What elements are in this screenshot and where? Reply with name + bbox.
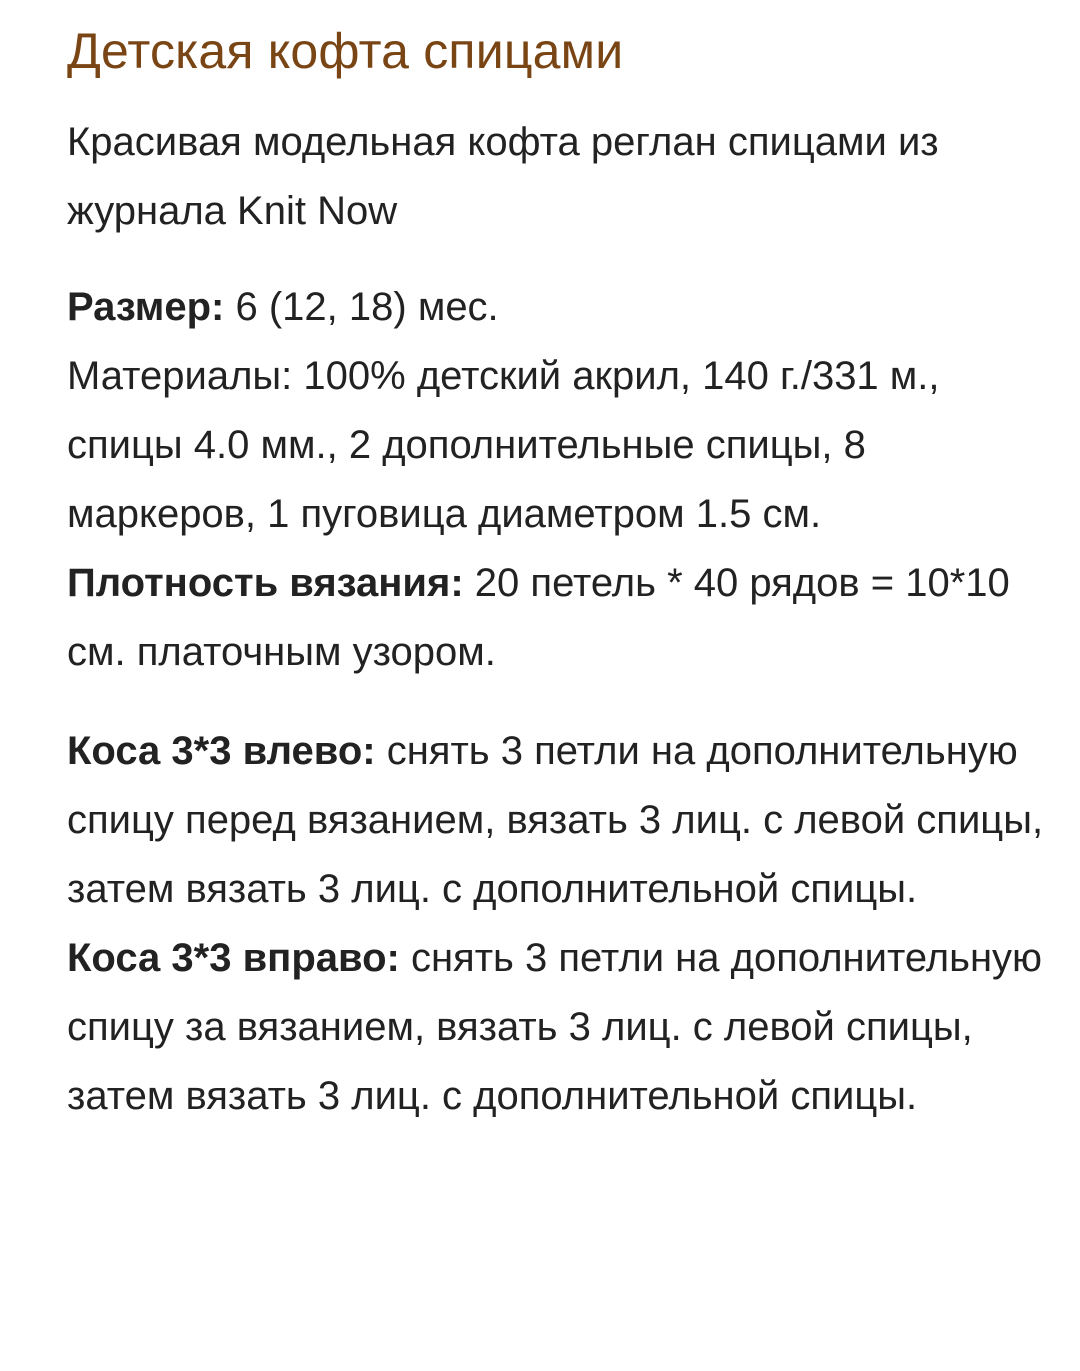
article (67, 0, 1057, 1131)
gauge-line (67, 549, 1057, 687)
article-intro: Красивая модельная кофта реглан спицами из журнала Knit Now (67, 120, 939, 233)
cable-left-label: Коса 3*3 влево: (67, 729, 376, 773)
cable-right-label: Коса 3*3 вправо: (67, 936, 400, 980)
cable-left-value: снять 3 петли на дополнительную спицу перед вязанием, вязать 3 лиц. с левой спицы, затем вязать 3 лиц. с дополнительной спицы. (67, 729, 1044, 911)
size-line (67, 273, 1057, 342)
cable-left-line (67, 717, 1057, 924)
size-value: 6 (12, 18) мес. (224, 285, 499, 329)
gauge-value: 20 петель * 40 рядов = 10*10 см. платочным узором. (67, 561, 1010, 674)
specs-section (67, 273, 1057, 687)
materials-line: Материалы: 100% детский акрил, 140 г./331 м., спицы 4.0 мм., 2 дополнительные спицы, 8 маркеров, 1 пуговица диаметром 1.5 см. (67, 354, 940, 536)
size-label: Размер: (67, 285, 225, 329)
article-title: Детская кофта спицами (67, 23, 624, 79)
gauge-label: Плотность вязания: (67, 561, 464, 605)
cable-right-value: снять 3 петли на дополнительную спицу за вязанием, вязать 3 лиц. с левой спицы, затем вязать 3 лиц. с дополнительной спицы. (67, 936, 1043, 1118)
cable-right-line (67, 924, 1057, 1131)
cables-section (67, 717, 1057, 1131)
